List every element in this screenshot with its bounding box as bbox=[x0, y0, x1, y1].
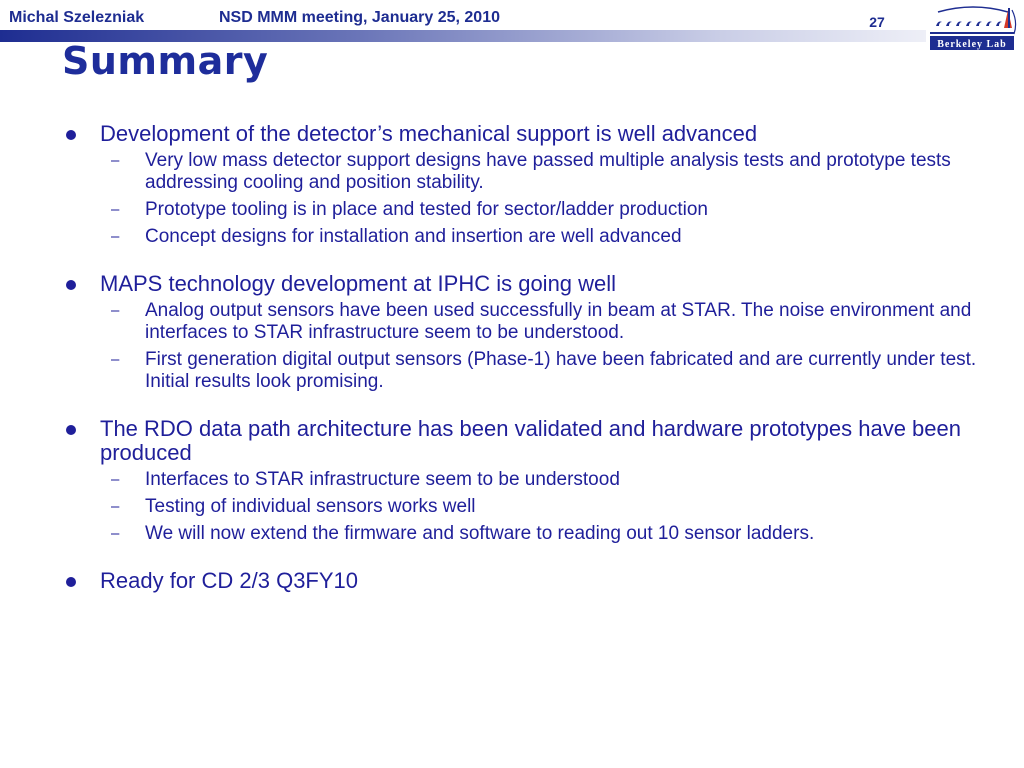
dash-icon: – bbox=[111, 351, 120, 368]
sub-bullet-text: We will now extend the firmware and software to reading out 10 sensor ladders. bbox=[145, 523, 815, 544]
bullet-dot-icon bbox=[66, 577, 76, 587]
sub-bullet-list bbox=[64, 150, 994, 248]
sub-bullet-text: Very low mass detector support designs have passed multiple analysis tests and prototype tests addressing cooling and position stability. bbox=[145, 150, 951, 193]
sub-bullet-item bbox=[64, 523, 994, 545]
dash-icon: – bbox=[111, 201, 120, 218]
sub-bullet-text: Interfaces to STAR infrastructure seem to be understood bbox=[145, 469, 620, 490]
bullet-dot-icon bbox=[66, 130, 76, 140]
sub-bullet-item bbox=[64, 199, 994, 221]
dash-icon: – bbox=[111, 152, 120, 169]
bullet-list bbox=[64, 122, 994, 617]
bullet-item bbox=[64, 272, 994, 296]
berkeley-lab-logo bbox=[926, 4, 1020, 60]
page-number: 27 bbox=[869, 14, 885, 30]
bullet-item bbox=[64, 122, 994, 146]
sub-bullet-item bbox=[64, 300, 994, 344]
sub-bullet-item bbox=[64, 496, 994, 518]
slide-title: Summary bbox=[62, 39, 269, 83]
bullet-item bbox=[64, 417, 994, 465]
bullet-text: MAPS technology development at IPHC is going well bbox=[100, 271, 617, 296]
dash-icon: – bbox=[111, 471, 120, 488]
sub-bullet-text: Concept designs for installation and insertion are well advanced bbox=[145, 226, 682, 247]
sub-bullet-item bbox=[64, 226, 994, 248]
bullet-group bbox=[64, 417, 994, 545]
sub-bullet-text: Analog output sensors have been used successfully in beam at STAR. The noise environment and interfaces to STAR infrastructure seem to be understood. bbox=[145, 300, 972, 343]
dash-icon: – bbox=[111, 302, 120, 319]
bullet-item bbox=[64, 569, 994, 593]
sub-bullet-list bbox=[64, 300, 994, 393]
dash-icon: – bbox=[111, 498, 120, 515]
header-author: Michal Szelezniak bbox=[9, 9, 145, 26]
bullet-text: The RDO data path architecture has been validated and hardware prototypes have been produced bbox=[100, 416, 961, 465]
sub-bullet-item bbox=[64, 349, 994, 393]
logo-text: Berkeley Lab bbox=[937, 39, 1007, 50]
bullet-group bbox=[64, 569, 994, 593]
sub-bullet-list bbox=[64, 469, 994, 545]
sub-bullet-item bbox=[64, 469, 994, 491]
header-meeting-title: NSD MMM meeting, January 25, 2010 bbox=[219, 9, 500, 26]
sub-bullet-text: Prototype tooling is in place and tested for sector/ladder production bbox=[145, 199, 708, 220]
dash-icon: – bbox=[111, 228, 120, 245]
bullet-group bbox=[64, 122, 994, 248]
sub-bullet-text: Testing of individual sensors works well bbox=[145, 496, 476, 517]
sub-bullet-item bbox=[64, 150, 994, 194]
sub-bullet-text: First generation digital output sensors (Phase-1) have been fabricated and are currently under test. Initial results look promising. bbox=[145, 349, 977, 392]
bullet-text: Ready for CD 2/3 Q3FY10 bbox=[100, 568, 359, 593]
dash-icon: – bbox=[111, 525, 120, 542]
bullet-text: Development of the detector’s mechanical support is well advanced bbox=[100, 121, 758, 146]
bullet-dot-icon bbox=[66, 425, 76, 435]
bullet-group bbox=[64, 272, 994, 393]
bullet-dot-icon bbox=[66, 280, 76, 290]
